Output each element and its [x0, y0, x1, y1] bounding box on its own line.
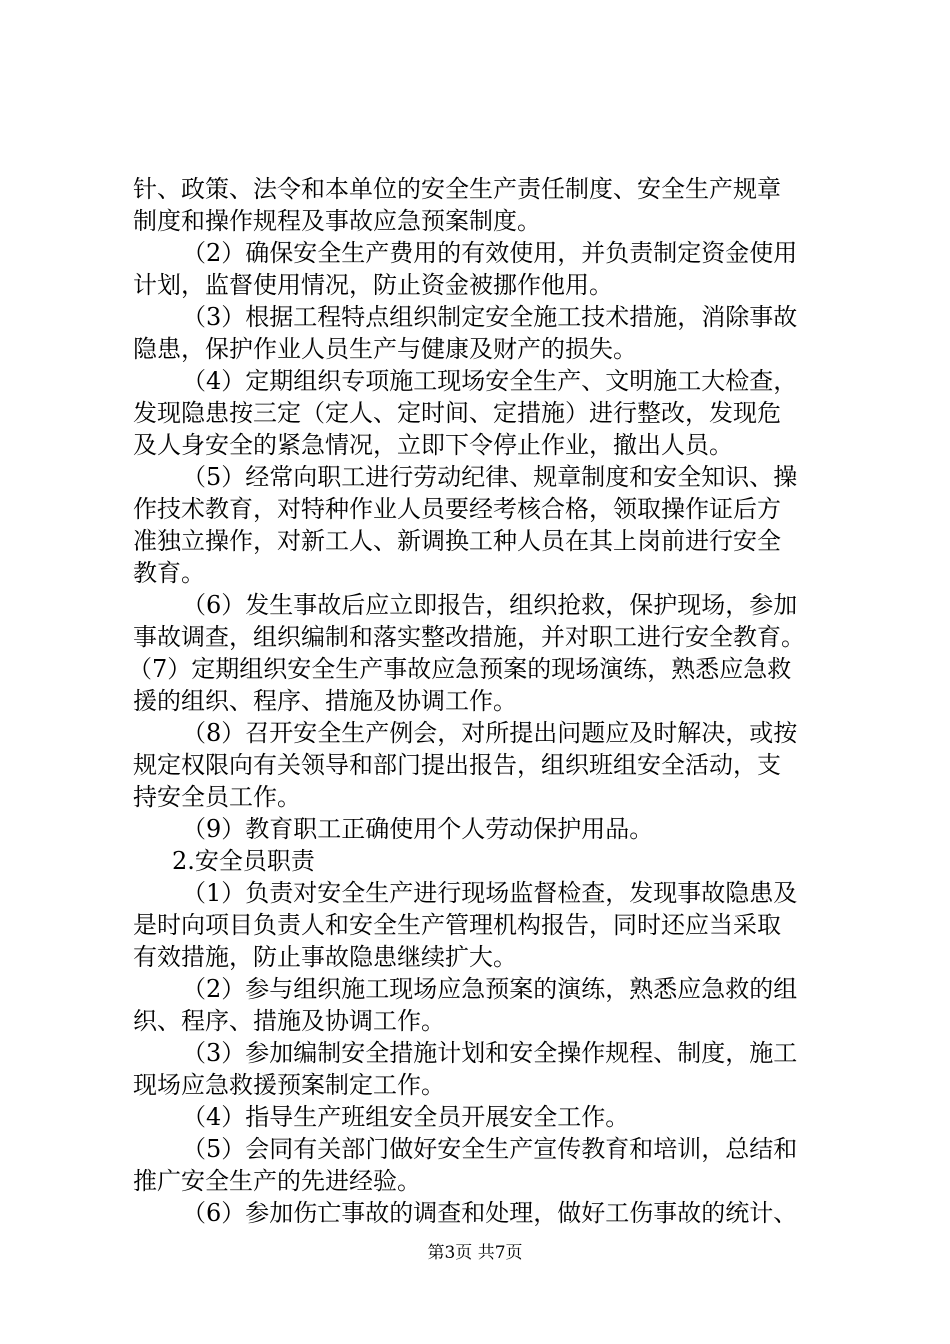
text-line: 是时向项目负责人和安全生产管理机构报告，同时还应当采取	[133, 911, 781, 939]
text-line: 作技术教育，对特种作业人员要经考核合格，领取操作证后方	[133, 495, 781, 523]
text-line: 规定权限向有关领导和部门提出报告，组织班组安全活动，支	[133, 751, 781, 779]
text-line: 发现隐患按三定（定人、定时间、定措施）进行整改，发现危	[133, 399, 781, 427]
text-line: 持安全员工作。	[133, 783, 301, 811]
text-line: 织、程序、措施及协调工作。	[133, 1007, 445, 1035]
text-line: （4）指导生产班组安全员开展安全工作。	[182, 1103, 630, 1131]
page-number: 第3页 共7页	[427, 1243, 523, 1263]
text-line: （6）发生事故后应立即报告，组织抢救，保护现场，参加	[182, 591, 798, 619]
section-heading: 2.安全员职责	[172, 847, 315, 875]
text-line: 教育。	[133, 559, 205, 587]
text-line: 制度和操作规程及事故应急预案制度。	[133, 207, 541, 235]
text-line: 针、政策、法令和本单位的安全生产责任制度、安全生产规章	[133, 175, 781, 203]
text-line: （9）教育职工正确使用个人劳动保护用品。	[182, 815, 654, 843]
text-line: （7）定期组织安全生产事故应急预案的现场演练，熟悉应急救	[128, 655, 792, 683]
text-line: 准独立操作，对新工人、新调换工种人员在其上岗前进行安全	[133, 527, 781, 555]
text-line: 隐患，保护作业人员生产与健康及财产的损失。	[133, 335, 637, 363]
text-line: （3）参加编制安全措施计划和安全操作规程、制度，施工	[182, 1039, 798, 1067]
text-line: （3）根据工程特点组织制定安全施工技术措施，消除事故	[182, 303, 798, 331]
text-line: （2）确保安全生产费用的有效使用，并负责制定资金使用	[182, 239, 798, 267]
text-line: 有效措施，防止事故隐患继续扩大。	[133, 943, 517, 971]
text-line: （1）负责对安全生产进行现场监督检查，发现事故隐患及	[182, 879, 798, 907]
text-line: （8）召开安全生产例会，对所提出问题应及时解决，或按	[182, 719, 798, 747]
text-line: （5）经常向职工进行劳动纪律、规章制度和安全知识、操	[182, 463, 798, 491]
text-line: 计划，监督使用情况，防止资金被挪作他用。	[133, 271, 613, 299]
text-line: （2）参与组织施工现场应急预案的演练，熟悉应急救的组	[182, 975, 798, 1003]
text-line: 推广安全生产的先进经验。	[133, 1167, 421, 1195]
text-line: （5）会同有关部门做好安全生产宣传教育和培训，总结和	[182, 1135, 798, 1163]
text-line: 现场应急救援预案制定工作。	[133, 1071, 445, 1099]
text-line: （6）参加伤亡事故的调查和处理，做好工伤事故的统计、	[182, 1199, 798, 1227]
text-line: 援的组织、程序、措施及协调工作。	[133, 687, 517, 715]
text-line: （4）定期组织专项施工现场安全生产、文明施工大检查，	[182, 367, 798, 395]
text-line: 及人身安全的紧急情况，立即下令停止作业，撤出人员。	[133, 431, 733, 459]
text-line: 事故调查，组织编制和落实整改措施，并对职工进行安全教育。	[133, 623, 805, 651]
